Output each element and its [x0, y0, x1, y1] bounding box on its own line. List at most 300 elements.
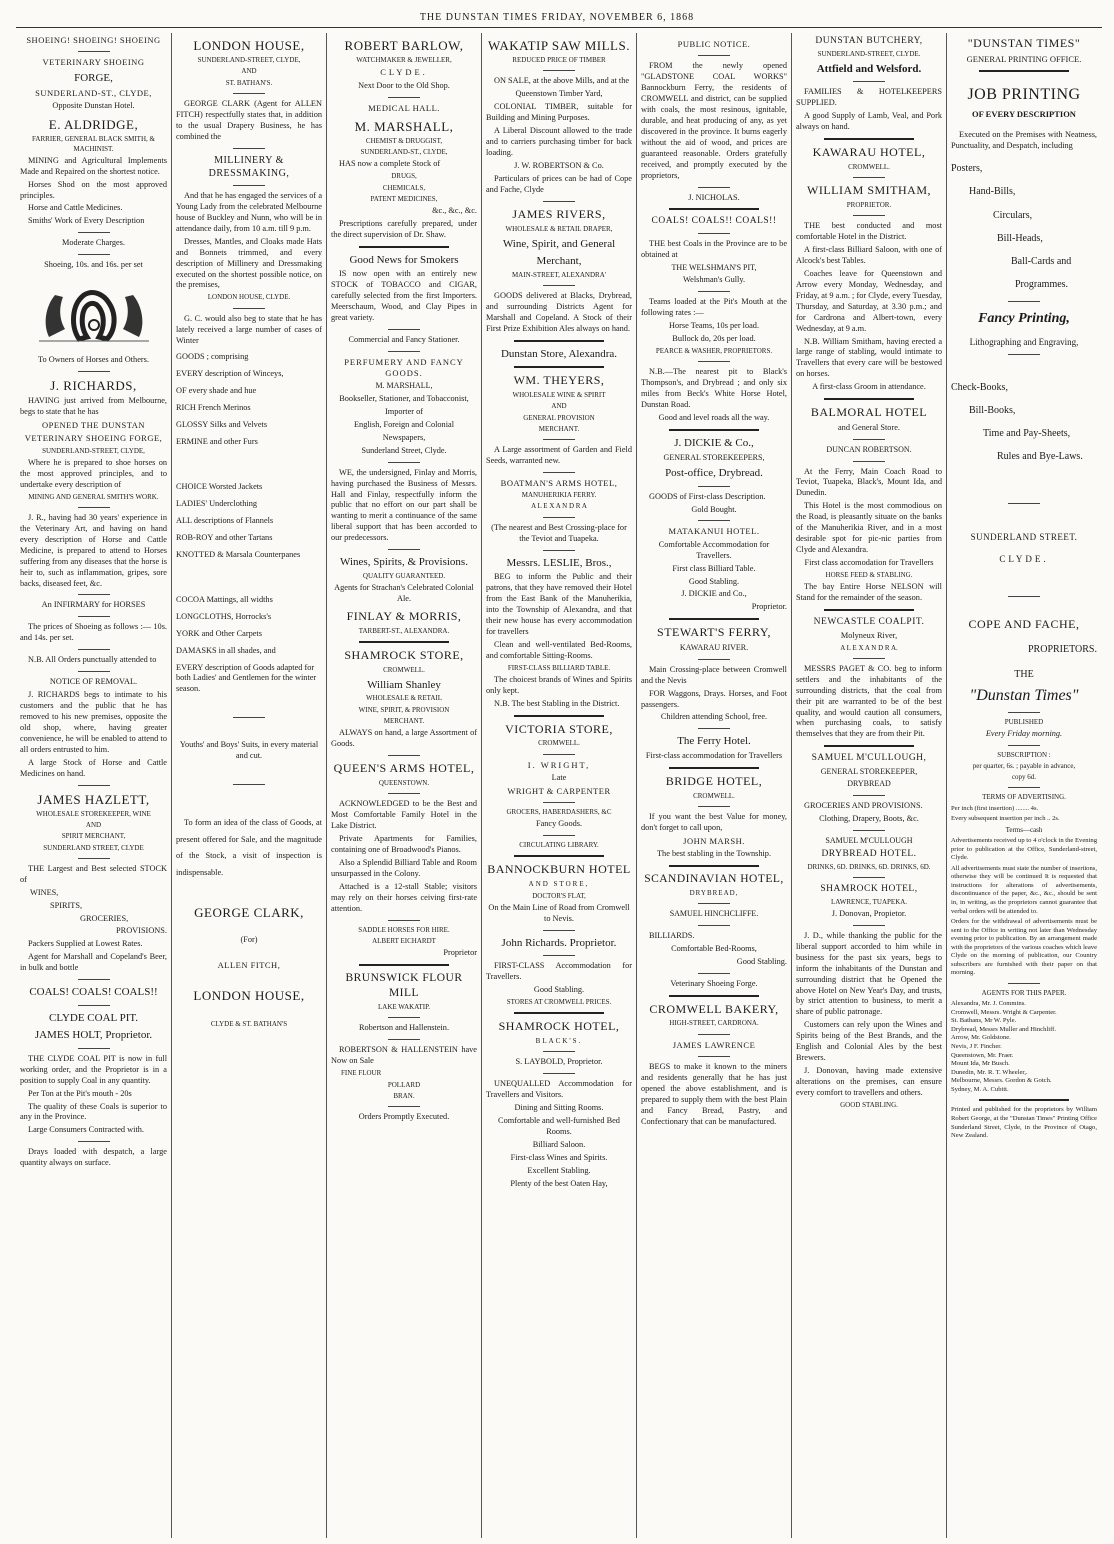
- ad-price: per quarter, 6s. ; payable in advance,: [972, 761, 1076, 770]
- ad-text: The choicest brands of Wines and Spirits only kept.: [486, 674, 632, 695]
- paper-title: "Dunstan Times": [969, 687, 1079, 705]
- ad-trade: GENERAL STOREKEEPERS,: [663, 452, 765, 462]
- service-item: Ball-Cards and: [1011, 256, 1072, 267]
- ad-text: QUALITY GUARANTEED.: [362, 571, 446, 580]
- ad-address: Opposite Dunstan Hotel.: [52, 101, 135, 111]
- ad-trade: WINE, SPIRIT, & PROVISION: [358, 705, 450, 714]
- ad-text: THE CLYDE COAL PIT is now in full working order, and the Proprietor is in a position to supply Coal in any quantity.: [20, 1053, 167, 1085]
- ad-name: BALMORAL HOTEL: [810, 405, 928, 420]
- goods-item: EVERY description of Winceys,: [176, 369, 284, 379]
- ad-address: SUNDERLAND-ST., CLYDE,: [360, 148, 448, 157]
- ad-item: WINES,: [30, 887, 59, 897]
- ad-heading: VETERINARY SHOEING: [42, 57, 145, 68]
- ad-heading: TERMS OF ADVERTISING.: [982, 793, 1066, 802]
- ad-text: A first-class Groom in attendance.: [812, 382, 926, 392]
- ad-text: ON SALE, at the above Mills, and at the: [494, 76, 630, 86]
- ad-item: GROCERIES,: [80, 913, 129, 923]
- ad-name: Attfield and Welsford.: [816, 62, 922, 75]
- ad-address: TARBERT-ST., ALEXANDRA.: [358, 626, 450, 635]
- ad-name: John Richards. Proprietor.: [501, 936, 617, 949]
- ad-address: KAWARAU RIVER.: [679, 643, 749, 653]
- ad-name: VICTORIA STORE,: [505, 721, 613, 736]
- service-item: Circulars,: [993, 209, 1033, 221]
- agent-item: Queenstown, Mr. Fraer.: [951, 1051, 1014, 1059]
- ad-price: Every subsequent insertion per inch .. 2s.: [951, 815, 1060, 823]
- ad-trade: Wine, Spirit, and General: [502, 237, 616, 250]
- ad-text: J. D., while thanking the public for the liberal support accorded to him while in business for the past six years, begs to inform the inhabitants of the Dunstan and surrounding district that he Opened the above Hotel on New Year's Day, and trusts, by strict attention to business, to merit a share of public patronage.: [796, 930, 942, 1017]
- ad-text: GOOD STABLING.: [840, 1100, 898, 1109]
- ad-name: J. DICKIE & Co.,: [674, 437, 754, 450]
- ad-text: Clean and well-ventilated Bed-Rooms, and comfortable Sitting-Rooms.: [486, 639, 632, 660]
- goods-item: LONGCLOTHS, Horrocks's: [176, 611, 272, 621]
- ad-text: PROPRIETOR.: [846, 200, 892, 209]
- ad-text: GOODS delivered at Blacks, Drybread, and surrounding Districts Agent for Marshall and Copeland. A Stock of their First Prize Exhibition Ales always on hand.: [486, 291, 632, 333]
- horseshoe-horses-illustration: [29, 277, 159, 349]
- ad-heading: REDUCED PRICE OF TIMBER: [512, 56, 606, 65]
- ad-address: HIGH-STREET, CARDRONA.: [669, 1019, 759, 1028]
- goods-item: CHOICE Worsted Jackets: [176, 482, 263, 492]
- ad-name: QUEEN'S ARMS HOTEL,: [333, 761, 475, 776]
- ad-heading: FORGE,: [74, 72, 113, 85]
- ad-text: Smiths' Work of Every Description: [28, 216, 145, 226]
- ad-heading: Dunstan Store, Alexandra.: [500, 347, 618, 360]
- ad-trade: WHOLESALE WINE & SPIRIT: [512, 391, 606, 400]
- ad-text: The prices of Shoeing as follows :— 10s. and 14s. per set.: [20, 622, 167, 643]
- ad-name: GEORGE CLARK,: [194, 904, 304, 920]
- ad-text: Veterinary Shoeing Forge.: [670, 978, 758, 988]
- ad-name: BRUNSWICK FLOUR MILL: [345, 971, 463, 1000]
- ad-trade: WHOLESALE STOREKEEPER, WINE: [36, 809, 151, 818]
- ad-text: If you want the best Value for money, don't forget to call upon,: [641, 811, 787, 832]
- ad-address: DOCTOR'S FLAT,: [532, 891, 586, 900]
- goods-item: ERMINE and other Furs: [176, 437, 258, 447]
- ad-name: JAMES HOLT, Proprietor.: [34, 1029, 153, 1042]
- ad-heading: Queenstown Timber Yard,: [515, 89, 603, 99]
- ad-text: Horse and Cattle Medicines.: [28, 203, 123, 213]
- ad-text: First-class accommodation for Travellers: [645, 750, 783, 760]
- ad-item: POLLARD: [387, 1080, 421, 1089]
- ad-name: WAKATIP SAW MILLS.: [488, 38, 630, 53]
- ad-name: AND STORE,: [528, 880, 590, 889]
- ad-item: PROVISIONS.: [116, 926, 167, 936]
- ad-address: SUNDERLAND STREET.: [970, 532, 1078, 543]
- ad-text: The quality of these Coals is superior to any in the Province.: [20, 1101, 167, 1122]
- agent-item: St. Bathans, Mr W. Pyle.: [951, 1017, 1017, 1025]
- columns: [16, 33, 1102, 1538]
- ad-name: S. LAYBOLD, Proprietor.: [515, 1057, 603, 1067]
- ad-text: Orders Promptly Executed.: [358, 1112, 450, 1121]
- agent-item: Melbourne, Messrs. Gordon & Gotch.: [951, 1077, 1052, 1085]
- service-item: Rules and Bye-Laws.: [997, 451, 1083, 463]
- ad-address: QUEENSTOWN.: [378, 778, 430, 787]
- ad-text: LONDON HOUSE, CLYDE.: [207, 293, 291, 302]
- ad-text: First class accomodation for Travellers: [804, 558, 934, 568]
- service-item: Bill-Books,: [969, 404, 1016, 416]
- ad-address: LAWRENCE, TUAPEKA.: [830, 897, 908, 906]
- agent-item: Alexandra, Mr. J. Commins.: [951, 1000, 1026, 1008]
- ad-heading: To Owners of Horses and Others.: [38, 355, 149, 365]
- job-printing-sub: OF EVERY DESCRIPTION: [972, 109, 1076, 120]
- goods-item: GOODS ; comprising: [176, 352, 249, 362]
- ad-text: BEG to inform the Public and their patrons, that they have removed their Hotel from the East Bank of the Manuherikia, into the Township of Alexandra, and that their new house has every accommodation for travellers: [486, 572, 632, 636]
- ad-item: FINE FLOUR: [341, 1069, 382, 1078]
- ad-text: Advertisements received up to 4 o'clock in the Evening prior to publication at the Office, Sunderland-street, Clyde.: [951, 837, 1097, 862]
- ad-name: SAMUEL HINCHCLIFFE.: [669, 909, 759, 919]
- ad-address: CROMWELL.: [538, 739, 580, 748]
- ad-name: SAMUEL M'CULLOUGH: [825, 835, 913, 845]
- goods-item: LADIES' Underclothing: [176, 499, 257, 509]
- ad-name: NEWCASTLE COALPIT.: [813, 617, 925, 628]
- goods-item: DAMASKS in all shades, and: [176, 645, 276, 655]
- ad-item: DRUGS,: [391, 172, 417, 181]
- ad-name: ROBERT BARLOW,: [344, 38, 464, 53]
- ad-heading: COALS! COALS! COALS!!: [29, 986, 158, 999]
- ad-name: SHAMROCK HOTEL,: [498, 1019, 620, 1034]
- ad-text: FIRST-CLASS Accommodation for Travellers.: [486, 961, 632, 982]
- ad-text: Horses Shod on the most approved principles.: [20, 179, 167, 200]
- ad-text: Bookseller, Stationer, and Tobacconist,: [339, 393, 469, 403]
- ad-text: Proprietor: [443, 947, 477, 957]
- column-2: [171, 33, 326, 1538]
- ad-text: MESSRS PAGET & CO. beg to inform settlers and the inhabitants of the surrounding districts, that the coal from their pit are warranted to be of the best quality, and would caution all consumers, when purchasing coals, to satisfy themselves that they are from their Pit.: [796, 663, 942, 739]
- ad-text: J. Donovan, having made extensive alterations on the premises, can ensure every comfort to travellers and others.: [796, 1066, 942, 1097]
- ad-heading: MILLINERY & DRESSMAKING,: [208, 154, 290, 179]
- ad-address: Welshman's Gully.: [682, 275, 746, 285]
- ad-item: SPIRITS,: [50, 900, 83, 910]
- ad-trade: GENERAL PROVISION: [523, 413, 595, 422]
- agent-item: Nevis, J F. Fincher.: [951, 1043, 1002, 1051]
- ad-text: FOR Waggons, Drays. Horses, and Foot passengers.: [641, 688, 787, 709]
- ad-text: Large Consumers Contracted with.: [28, 1125, 144, 1135]
- imprint: Printed and published for the proprietors by William Robert George, at the "Dunstan Times" Printing Office Sunderland Street, Clyde, in the Province of Otago, New Zealand.: [951, 1106, 1097, 1140]
- ad-trade: WHOLESALE & RETAIL DRAPER,: [505, 224, 613, 233]
- ad-heading: An INFIRMARY for HORSES: [41, 600, 146, 610]
- ad-text: FROM the newly opened "GLADSTONE COAL WORKS" Bannockburn Ferry, the residents of CROMWELL and district, can be supplied with coals, the most resinous, ignitable, durable, and heat producing of any, as yet discovered in the province. It burns eagerly without the aid of wood, and prices are guaranteed reasonable. Orders gratefully received, and promptly executed by the proprietors,: [641, 61, 787, 180]
- ad-name: DUNSTAN BUTCHERY,: [815, 36, 923, 46]
- ad-text: and General Store.: [838, 423, 900, 433]
- ad-text: STORES AT CROMWELL PRICES.: [506, 997, 612, 1006]
- ad-trade: CHEMIST & DRUGGIST,: [365, 136, 443, 145]
- ad-text: J. RICHARDS begs to intimate to his customers and the public that he has removed to his new premises, opposite the old shop, where, having greater convenience, he will be enabled to attend to all orders entrusted to him.: [20, 690, 167, 754]
- ad-address: CLYDE.: [999, 554, 1049, 565]
- ad-address: A L E X A N D R A.: [840, 643, 898, 652]
- ad-text: Proprietor.: [751, 602, 787, 612]
- goods-item: RICH French Merinos: [176, 403, 251, 413]
- goods-item: YORK and Other Carpets: [176, 628, 262, 638]
- ad-text: A good Supply of Lamb, Veal, and Pork always on hand.: [796, 111, 942, 132]
- ad-text: First-class Wines and Spirits.: [510, 1152, 608, 1162]
- ad-heading: MEDICAL HALL.: [368, 102, 440, 113]
- agent-item: Sydney, M. A. Cubitt.: [951, 1085, 1009, 1093]
- ad-text: Good and level roads all the way.: [658, 413, 770, 423]
- ad-text: ACKNOWLEDGED to be the Best and Most Comfortable Family Hotel in the Lake District.: [331, 799, 477, 830]
- shoeing-banner: SHOEING! SHOEING! SHOEING: [26, 35, 161, 45]
- agent-item: Arrow, Mr. Goldstone.: [951, 1034, 1011, 1042]
- ad-address: SUNDERLAND-STREET, CLYDE.: [817, 49, 921, 58]
- ad-text: Where he is prepared to shoe horses on the most approved principles, and to undertake every description of: [20, 457, 167, 489]
- ad-text: A Large assortment of Garden and Field Seeds, warranted new.: [486, 445, 632, 466]
- ad-name: M. MARSHALL,: [354, 118, 454, 134]
- ad-text: J. R., having had 30 years' experience in the Veterinary Art, and having on hand every description of Horse and Cattle Medicine, is prepared to attend to Horses suffering from any diseases that the horse is heir to, such as inflammation, gripes, sore backs, diseased feet, &c.: [20, 512, 167, 588]
- ad-text: BILLIARDS.: [649, 930, 695, 940]
- ad-address: A L E X A N D R A: [531, 502, 587, 511]
- ad-name: SHAMROCK STORE,: [344, 647, 464, 662]
- ad-text: MINING and Agricultural Implements Made and Repaired on the shortest notice.: [20, 155, 167, 176]
- ad-name: JOHN MARSH.: [683, 835, 745, 846]
- goods-item: COCOA Mattings, all widths: [176, 594, 273, 604]
- ad-name: Robertson and Hallenstein.: [358, 1023, 450, 1033]
- ad-text: THE: [1014, 669, 1034, 681]
- ad-text: Teams loaded at the Pit's Mouth at the following rates :—: [641, 297, 787, 318]
- ad-text: HAS now a complete Stock of: [339, 159, 441, 169]
- column-4: [481, 33, 636, 1538]
- ad-trade: WHOLESALE & RETAIL: [365, 694, 443, 703]
- goods-item: KNOTTED & Marsala Counterpanes: [176, 549, 301, 559]
- ad-text: All advertisements must state the number of insertions, otherwise they will be continued It is requested that instructions for alterations of advertisements, discontinuance of the paper, &c., &c., should be sent in, in writing, as the proprietors cannot guarantee that verbal orders will be attended to.: [951, 864, 1097, 915]
- ad-text: Comfortable and well-furnished Bed Rooms.: [498, 1116, 620, 1136]
- ad-text: Lithographing and Engraving,: [969, 336, 1079, 347]
- ad-name: SHAMROCK HOTEL,: [820, 884, 918, 895]
- service-item: Check-Books,: [951, 381, 1008, 393]
- ad-text: N.B. All Orders punctually attended to: [28, 655, 157, 665]
- ad-trade: AND: [551, 402, 567, 411]
- ad-text: To form an idea of the class of Goods, at present offered for Sale, and the magnitude of the Stock, a visit of inspection is indispensable.: [176, 818, 322, 877]
- ad-heading: COALS! COALS!! COALS!!: [651, 216, 777, 227]
- ad-text: (For): [240, 934, 258, 944]
- ad-text: ALWAYS on hand, a large Assortment of Goods.: [331, 728, 477, 749]
- ad-name: E. ALDRIDGE,: [48, 117, 139, 133]
- ad-text: Prescriptions carefully prepared, under the direct supervision of Dr. Shaw.: [331, 218, 477, 239]
- ad-text: Excellent Stabling.: [527, 1165, 591, 1175]
- ad-text: FAMILIES & HOTELKEEPERS SUPPLIED.: [796, 87, 942, 108]
- ad-text: SADDLE HORSES FOR HIRE.: [358, 925, 450, 934]
- fancy-printing-heading: Fancy Printing,: [978, 311, 1070, 327]
- ad-text: Moderate Charges.: [62, 238, 125, 248]
- ad-address: SUNDERLAND-ST., CLYDE,: [35, 87, 152, 98]
- ad-heading: VETERINARY SHOEING FORGE,: [24, 433, 163, 444]
- service-item: Time and Pay-Sheets,: [983, 428, 1071, 440]
- ad-name: BANNOCKBURN HOTEL: [487, 862, 631, 877]
- ad-text: Gold Bought.: [691, 504, 737, 514]
- masthead: THE DUNSTAN TIMES FRIDAY, NOVEMBER 6, 1868: [419, 12, 695, 23]
- ad-text: Main Crossing-place between Cromwell and the Nevis: [641, 664, 787, 685]
- ad-name: M. MARSHALL,: [375, 381, 433, 391]
- ad-trade: AND: [85, 821, 102, 830]
- ad-text: UNEQUALLED Accommodation for Travellers and Visitors.: [486, 1079, 632, 1100]
- ad-name: COPE AND FACHE,: [968, 617, 1080, 632]
- ad-address: SUNDERLAND-STREET, CLYDE,: [42, 446, 145, 455]
- ad-name: PEARCE & WASHER, PROPRIETORS.: [655, 347, 773, 356]
- ad-trade: FARRIER, GENERAL BLACK SMITH, & MACHINIST.: [32, 135, 155, 153]
- ad-text: GROCERIES AND PROVISIONS.: [804, 800, 923, 810]
- ad-text: Good Stabling.: [688, 576, 740, 586]
- column-5: [636, 33, 791, 1538]
- ad-text: THE Largest and Best selected STOCK of: [20, 863, 167, 884]
- ad-address: LAKE WAKATIP.: [378, 1003, 430, 1012]
- ad-text: Customers can rely upon the Wines and Spirits being of the Best Brands, and the English and Colonial Ales by the best Brewers.: [796, 1020, 942, 1063]
- ad-text: G. C. would also beg to state that he has lately received a large number of cases of Winter: [176, 313, 322, 345]
- ad-name: DRYBREAD HOTEL.: [821, 849, 917, 860]
- ad-name: JAMES HAZLETT,: [37, 791, 150, 807]
- ad-name: SAMUEL M'CULLOUGH,: [811, 753, 927, 764]
- ad-address: MANUHERIKIA FERRY.: [521, 491, 597, 500]
- ad-text: Terms—cash: [1005, 825, 1043, 834]
- ad-name: LONDON HOUSE,: [193, 987, 305, 1003]
- service-item: Posters,: [951, 163, 983, 175]
- ad-name: KAWARAU HOTEL,: [812, 145, 926, 160]
- ad-heading: CLYDE COAL PIT.: [48, 1011, 139, 1024]
- ad-text: English, Foreign and Colonial: [353, 419, 455, 429]
- ad-text: Private Apartments for Families, containing one of Broadwood's Pianos.: [331, 833, 477, 854]
- ad-name: STEWART'S FERRY,: [657, 625, 771, 640]
- ad-name: J. W. ROBERTSON & Co.: [514, 160, 604, 170]
- ad-text: PUBLISHED: [1004, 717, 1044, 726]
- ad-text: Importer of: [384, 406, 423, 416]
- ad-text: N.B. The best Stabling in the District.: [494, 698, 620, 708]
- ad-name: J. RICHARDS,: [50, 378, 137, 394]
- service-item: Programmes.: [1015, 279, 1069, 291]
- ad-name: FINLAY & MORRIS,: [346, 608, 462, 623]
- ad-text: Orders for the withdrawal of advertisements must be sent to the Office in writing not later than Wednesday evening prior to publication. By an arrangement made with the proprietors of the various coaches which leave Clyde on the morning of publication, our Country subscribers are furnished with their paper on that morning.: [951, 918, 1097, 977]
- ad-text: GOODS of First-class Description.: [649, 491, 766, 501]
- ad-text: Every Friday morning.: [985, 728, 1063, 738]
- ad-text: COLONIAL TIMBER, suitable for Building and Mining Purposes.: [486, 102, 632, 123]
- goods-item: GLOSSY Silks and Velvets: [176, 420, 268, 430]
- ad-trade: Fancy Goods.: [535, 819, 583, 829]
- ad-text: Newspapers,: [382, 432, 426, 442]
- ad-address: CROMWELL.: [693, 791, 735, 800]
- ad-address: MAIN-STREET, ALEXANDRA': [511, 270, 607, 279]
- ad-text: Coaches leave for Queenstown and Arrow every Monday, Wednesday, and Friday, at 9 a.m. ; for Clyde, every Tuesday, Thursday, and Saturday, at 3.30 p.m.; and for Cardrona and Albert-town, every Wednesday, at 9 a.m.: [796, 268, 942, 333]
- ad-price: copy 6d.: [1011, 773, 1037, 782]
- ad-heading: OPENED THE DUNSTAN: [41, 420, 146, 431]
- ad-text: At the Ferry, Main Coach Road to Teviot, Tuapeka, Black's, Mount Ida, and Dunedin.: [796, 466, 942, 498]
- ad-address: CLYDE.: [380, 67, 428, 78]
- ad-text: Billiard Saloon.: [532, 1139, 586, 1149]
- ad-address: BLACK'S.: [535, 1037, 583, 1046]
- ad-text: THE best Coals in the Province are to be obtained at: [641, 239, 787, 259]
- ad-heading: PERFUMERY AND FANCY GOODS.: [344, 356, 464, 379]
- top-rule: [16, 27, 1102, 28]
- ad-heading: SUBSCRIPTION :: [997, 750, 1051, 759]
- ad-name: I. WRIGHT,: [527, 759, 591, 770]
- ad-trade: Merchant,: [536, 255, 582, 268]
- ad-trade: MERCHANT.: [383, 716, 425, 725]
- ad-heading: NOTICE OF REMOVAL.: [49, 677, 138, 687]
- agent-item: Drybread, Messrs Muller and Hinchliff.: [951, 1025, 1056, 1033]
- ad-address: CLYDE & ST. BATHAN'S: [210, 1020, 288, 1029]
- job-printing-heading: JOB PRINTING: [967, 86, 1081, 104]
- ad-text: N.B. William Smitham, having erected a large range of stabling, would intimate to Travellers that every care will be bestowed on horses.: [796, 336, 942, 379]
- ad-address: SUNDERLAND STREET, CLYDE: [43, 843, 144, 852]
- ad-name: The Ferry Hotel.: [677, 735, 751, 748]
- ad-text: GEORGE CLARK (Agent for ALLEN FITCH) respectfully states that, in addition to the usual Drapery Business, he has combined the: [176, 98, 322, 141]
- ad-text: Dining and Sitting Rooms.: [514, 1103, 604, 1113]
- ad-name: SCANDINAVIAN HOTEL,: [644, 872, 784, 885]
- ad-name: J. Donovan, Propietor.: [831, 908, 907, 918]
- ad-text: The best stabling in the Township.: [656, 849, 772, 858]
- ad-text: Also a Splendid Billiard Table and Room unsurpassed in the Colony.: [331, 857, 477, 878]
- ad-text: Particulars of prices can be had of Cope and Fache, Clyde: [486, 173, 632, 194]
- ad-price: Horse Teams, 10s per load.: [668, 321, 760, 331]
- ad-name: ALLEN FITCH,: [217, 959, 281, 970]
- ad-text: CIRCULATING LIBRARY.: [519, 841, 599, 850]
- ad-trade: WATCHMAKER & JEWELLER,: [356, 56, 452, 65]
- column-7: [946, 33, 1101, 1538]
- agent-item: Cromwell, Messrs. Wright & Carpenter.: [951, 1008, 1057, 1016]
- ad-text: MINING AND GENERAL SMITH'S WORK.: [28, 492, 159, 501]
- ad-text: A first-class Billiard Saloon, with one of Alcock's best Tables.: [796, 245, 942, 265]
- ad-heading: Good News for Smokers: [349, 253, 459, 266]
- service-item: Bill-Heads,: [997, 232, 1043, 244]
- ad-name: WILLIAM SMITHAM,: [807, 183, 931, 198]
- ad-name: Messrs. LESLIE, Bros.,: [506, 556, 612, 569]
- ad-text: Attached is a 12-stall Stable; visitors may rely on their horses ceiving first-rate attention.: [331, 881, 477, 913]
- ad-text: Packers Supplied at Lowest Rates.: [28, 939, 143, 949]
- ad-text: This Hotel is the most commodious on the Road, is pleasantly situate on the banks of the Manuherikia River, and in a most desirable spot for pic-nic parties from Clyde and Alexandra.: [796, 501, 942, 555]
- ad-address: SUNDERLAND-STREET, CLYDE,: [197, 56, 301, 65]
- column-3: [326, 33, 481, 1538]
- ad-text: On the Main Line of Road from Cromwell to Nevis.: [488, 902, 630, 923]
- ad-text: WE, the undersigned, Finlay and Morris, having purchased the Business of Messrs. Hall and Finlay, respectfully inform the public that no effort on our part shall be wanting to merit a continuance of the same liberal support that has been accorded to our predecessors.: [331, 467, 477, 543]
- ad-text: HORSE FEED & STABLING.: [825, 570, 913, 579]
- ad-text: Youths' and Boys' Suits, in every material and cut.: [179, 740, 319, 761]
- goods-item: ALL descriptions of Flannels: [176, 515, 274, 525]
- ad-name: WRIGHT & CARPENTER: [507, 785, 611, 796]
- ad-item: PATENT MEDICINES,: [370, 194, 438, 203]
- agent-item: Mount Ida, Mr Busch.: [951, 1060, 1010, 1068]
- ad-text: The bay Entire Horse NELSON will Stand for the remainder of the season.: [796, 582, 942, 603]
- ad-price: Per inch (first insertion) ........ 4s.: [951, 804, 1039, 812]
- ad-text: Executed on the Premises with Neatness, Punctuality, and Despatch, including: [951, 130, 1097, 151]
- ad-name: William Shanley: [367, 678, 441, 691]
- ad-trade: SPIRIT MERCHANT,: [61, 832, 126, 841]
- paper-name: "DUNSTAN TIMES": [967, 36, 1081, 50]
- ad-text: Children attending School, free.: [660, 712, 768, 722]
- ad-address: Post-office, Drybread.: [665, 467, 763, 480]
- ad-text: Agents for Strachan's Celebrated Colonial Ale.: [334, 582, 474, 603]
- agent-item: Dunedin, Mr. R. T. Wheeler,.: [951, 1068, 1028, 1076]
- ad-text: BEGS to make it known to the miners and residents generally that he has just opened the above establishment, and is prepared to supply them with the best Plain and Fancy Bread, Pastry, and Confectionary that can be manufactured.: [641, 1061, 787, 1126]
- ad-text: PROPRIETORS.: [1027, 644, 1097, 656]
- ad-text: Comfortable Bed-Rooms,: [671, 943, 757, 953]
- goods-item: OF every shade and hue: [176, 386, 257, 396]
- ad-name: JAMES LAWRENCE: [672, 1039, 756, 1050]
- ad-item: BRAN.: [393, 1091, 415, 1100]
- ad-price: DRINKS, 6D. DRINKS, 6D. DRINKS, 6D.: [807, 862, 931, 871]
- ad-text: A Liberal Discount allowed to the trade and to carriers purchasing timber for back loading.: [486, 126, 632, 158]
- ad-name: J. NICHOLAS.: [688, 192, 740, 202]
- ad-address: ST. BATHAN'S.: [225, 78, 273, 87]
- ad-text: Commercial and Fancy Stationer.: [348, 335, 460, 345]
- ad-text: Comfortable Accommodation for Travellers.: [658, 539, 770, 560]
- ad-text: And that he has engaged the services of a Young Lady from the celebrated Melbourne house of Buckley and Nunn, who will be in attendance daily, from 10 a.m. till 9 p.m.: [176, 190, 322, 233]
- ad-text: Agent for Marshall and Copeland's Beer, in bulk and bottle: [20, 952, 167, 973]
- ad-text: Dresses, Mantles, and Cloaks made Hats and Bonnets trimmed, and every description of Millinery and Dressmaking executed on the shortest possible notice, on the premises,: [176, 236, 322, 290]
- ad-trade: GROCERS, HABERDASHERS, &C: [506, 808, 612, 817]
- ad-heading: PUBLIC NOTICE.: [677, 39, 751, 49]
- ad-heading: AGENTS FOR THIS PAPER.: [981, 989, 1067, 997]
- ad-text: IS now open with an entirely new STOCK of TOBACCO and CIGAR, carefully selected from the first Importers. Meerschaum, Wood, and Clay Pipes in great variety.: [331, 269, 477, 323]
- ad-address: Molyneux River,: [840, 630, 898, 640]
- goods-item: ROB-ROY and other Tartans: [176, 532, 273, 542]
- ad-text: Good Stabling.: [533, 985, 585, 995]
- ad-text: THE best conducted and most comfortable Hotel in the District.: [796, 221, 942, 242]
- ad-text: Clothing, Drapery, Boots, &c.: [819, 813, 919, 823]
- ad-address: CROMWELL.: [383, 665, 425, 674]
- ad-name: JAMES RIVERS,: [512, 206, 606, 221]
- ad-name: BRIDGE HOTEL,: [665, 773, 763, 788]
